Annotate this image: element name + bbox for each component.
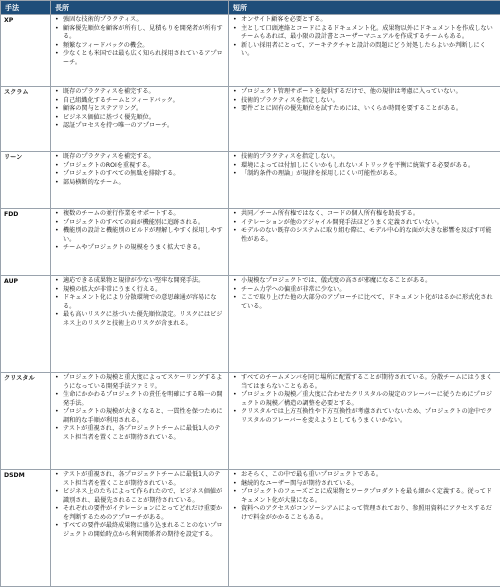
pros-item: • プロジェクトのすべての無駄を排除する。	[63, 170, 225, 179]
header-method: 手法	[1, 1, 51, 15]
method-name: FDD	[1, 209, 51, 276]
pros-item: • プロジェクトの規模が大きくなると、一貫性を保つために調和的な手順が利用される。	[63, 408, 225, 425]
header-pros: 長所	[51, 1, 229, 15]
pros-item: • 頻繁なフィードバックの機会。	[63, 42, 225, 51]
method-name: クリスタル	[1, 373, 51, 470]
method-name: スクラム	[1, 87, 51, 152]
pros-item: • それぞれの要件がイテレーションにとってどれだけ重要かを判断するためのアプローチがある。	[63, 505, 225, 522]
pros-list	[54, 88, 225, 131]
cons-item: • 共同／チーム所有権ではなく、コードの個人所有権を助長する。	[241, 210, 497, 219]
pros-item: • 部局横断的なチーム。	[63, 179, 225, 188]
cons-item: • プロジェクトのフェーズごとに成果物とワークプロダクトを最も細かく定義する。従ってドキュメント化が大量になる。	[241, 488, 497, 505]
table-row	[1, 276, 500, 373]
pros-item: • 機能別の設計と機能別のビルドが理解しやすく採用しやすい。	[63, 227, 225, 244]
pros-cell	[51, 152, 229, 209]
table-row	[1, 15, 500, 87]
pros-item: • プロジェクトのすべての面が機能別に追跡される。	[63, 219, 225, 228]
pros-item: • テストが重視され、各プロジェクトチームに最低1人のテスト担当者を置くことが期待されている。	[63, 425, 225, 442]
cons-item: • オンサイト顧客を必要とする。	[241, 16, 497, 25]
cons-item: • プロジェクト管理サポートを提供するだけで、他の規律は考慮に入っていない。	[241, 88, 497, 97]
cons-item: • 継続的なユーザー関与が期待されている。	[241, 480, 497, 489]
method-name: DSDM	[1, 470, 51, 587]
table-row	[1, 209, 500, 276]
cons-cell	[229, 373, 500, 470]
cons-list	[232, 471, 497, 522]
cons-list	[232, 88, 497, 114]
cons-item: • プロジェクトの規模／重大度に合わせたクリスタルの規定のフレーバーに従うためにプロジェクトの規模／構造の調整を必要とする。	[241, 391, 497, 408]
cons-item: • 要件ごとに固有の優先順位を試すためには、いくらか時間を要することがある。	[241, 105, 497, 114]
cons-item: • 新しい採用者にとって、アーキテクチャと設計の問題にどう対処したらよいか判断しにくい。	[241, 42, 497, 59]
table-row	[1, 470, 500, 587]
pros-item: • プロジェクトの規模と重大度によってスケーリングするようになっている開発手法ファミリ。	[63, 374, 225, 391]
cons-cell	[229, 15, 500, 87]
cons-item: • モデルのない既存のシステムに取り組む際に、モデル中心的な面が大きな影響を及ぼす可能性がある。	[241, 227, 497, 244]
cons-item: • 技術的プラクティスを指定しない。	[241, 97, 497, 106]
cons-item: • 技術的プラクティスを指定しない。	[241, 153, 497, 162]
table-row	[1, 373, 500, 470]
cons-cell	[229, 276, 500, 373]
pros-item: • 自己組織化するチームとフィードバック。	[63, 97, 225, 106]
pros-cell	[51, 209, 229, 276]
pros-list	[54, 374, 225, 442]
pros-item: • チームやプロジェクトの規模をうまく拡大できる。	[63, 244, 225, 253]
header-row	[1, 1, 500, 15]
pros-list	[54, 210, 225, 253]
pros-cell	[51, 373, 229, 470]
pros-item: • ビジネス上のたちによって作られたので、ビジネス価値が識別され、最優先されることが期待されている。	[63, 488, 225, 505]
cons-list	[232, 374, 497, 425]
cons-item: • 「制約条件の理論」が規律を採用しにくい可能性がある。	[241, 170, 497, 179]
cons-item: • おそらく、この中で最も重いプロジェクトである。	[241, 471, 497, 480]
table-row	[1, 87, 500, 152]
pros-cell	[51, 87, 229, 152]
cons-item: • クリスタルでは上方互換性や下方互換性が考慮されていないため、プロジェクトの途中でクリスタルのフレーバーを変えようとしてもうまくいかない。	[241, 408, 497, 425]
pros-item: • ドキュメント化により分散環境での意思疎通が容易になる。	[63, 294, 225, 311]
pros-item: • 最も高いリスクに基づいた優先順位設定。リスクにはビジネス上のリスクと技術上のリスクが含まれる。	[63, 311, 225, 328]
pros-item: • 認証プロセスを持つ唯一のアプローチ。	[63, 122, 225, 131]
cons-item: • すべてのチームメンバを同じ場所に配置することが期待されている。分散チームにはうまく当てはまらないこともある。	[241, 374, 497, 391]
method-name: リーン	[1, 152, 51, 209]
pros-cell	[51, 276, 229, 373]
cons-list	[232, 277, 497, 311]
method-name: AUP	[1, 276, 51, 373]
method-name: XP	[1, 15, 51, 87]
pros-item: • ビジネス価値に基づく優先順位。	[63, 114, 225, 123]
pros-list	[54, 16, 225, 67]
header-cons: 短所	[229, 1, 500, 15]
pros-cell	[51, 15, 229, 87]
cons-item: • 小規模なプロジェクトでは、儀式度の高さが邪魔になることがある。	[241, 277, 497, 286]
pros-item: • 生命にかかわるプロジェクトの責任を明確にする唯一の開発手法。	[63, 391, 225, 408]
pros-list	[54, 471, 225, 539]
cons-item: • チーム力学への偏重が非常に少ない。	[241, 286, 497, 295]
pros-item: • 顧客優先順位を顧客が所有し、見積もりを開発者が所有する。	[63, 25, 225, 42]
cons-list	[232, 153, 497, 179]
pros-item: • 既存のプラクティスを補完する。	[63, 153, 225, 162]
cons-item: • 資料へのアクセスがコンソーシアムによって管理されており、参照用資料にアクセスするだけで料金がかかることもある。	[241, 505, 497, 522]
pros-cell	[51, 470, 229, 587]
cons-item: • 環境によっては付加しにくいかもしれないメトリックを平衡に統策する必要がある。	[241, 162, 497, 171]
pros-item: • 規模の拡大が非常にうまく行える。	[63, 286, 225, 295]
pros-item: • 既存のプラクティスを補完する。	[63, 88, 225, 97]
pros-list	[54, 153, 225, 187]
cons-cell	[229, 470, 500, 587]
cons-list	[232, 16, 497, 59]
cons-item: • イテレーションが他のアジャイル開発手法ほどうまく定義されていない。	[241, 219, 497, 228]
pros-list	[54, 277, 225, 328]
cons-list	[232, 210, 497, 244]
pros-item: • プロジェクトのROIを重視する。	[63, 162, 225, 171]
table-row	[1, 152, 500, 209]
cons-item: • ここで取り上げた他の大部分のアプローチに比べて、ドキュメント化がはるかに形式化されている。	[241, 294, 497, 311]
pros-item: • 少なくとも米国では最も広く知られ採用されているアプローチ。	[63, 50, 225, 67]
pros-item: • テストが重視され、各プロジェクトチームに最低1人のテスト担当者を置くことが期待されている。	[63, 471, 225, 488]
pros-item: • 顧客の関与とステアリング。	[63, 105, 225, 114]
cons-item: • 主として口頭連絡とコードによるドキュメント化。成果物以外にドキュメントを作成しないチームもあれば、最小限の設計書とユーザーマニュアルを作成するチームもある。	[241, 25, 497, 42]
cons-cell	[229, 209, 500, 276]
pros-item: • 強固な技術的プラクティス。	[63, 16, 225, 25]
cons-cell	[229, 87, 500, 152]
cons-cell	[229, 152, 500, 209]
pros-item: • 適応できる成果物と規律が少ない堅牢な開発手法。	[63, 277, 225, 286]
pros-item: • 複数のチームの並行作業をサポートする。	[63, 210, 225, 219]
pros-item: • すべての要件が最終成果物に盛り込まれることのないプロジェクトの開始時点から利害関係者の期待を設定する。	[63, 522, 225, 539]
